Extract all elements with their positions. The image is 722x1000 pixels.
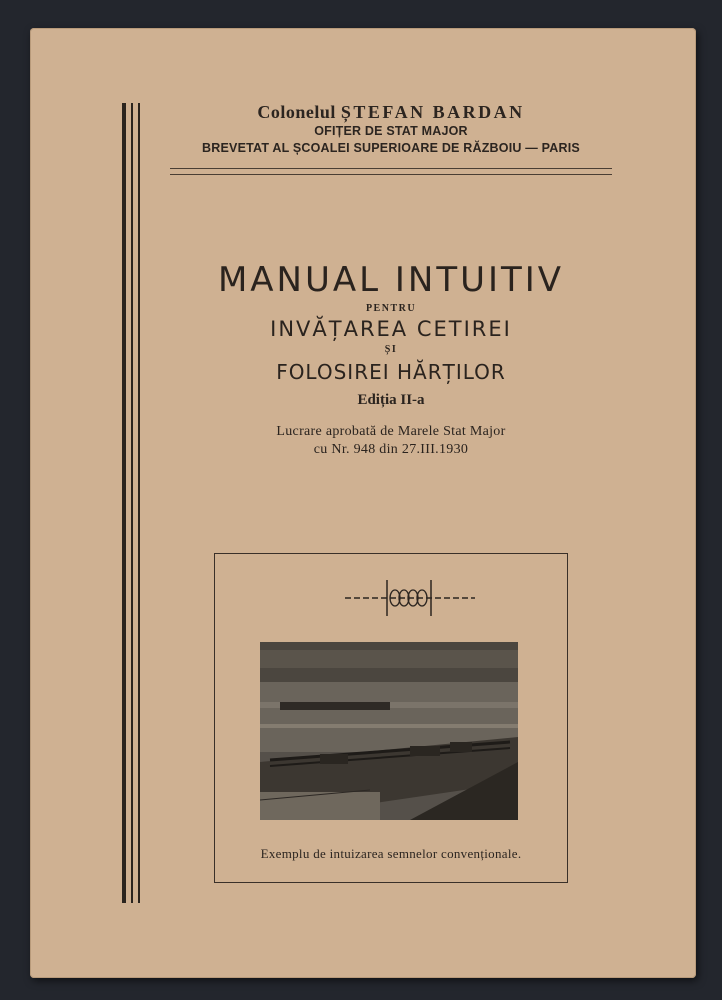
illustration-frame bbox=[214, 553, 568, 883]
edition-label: Ediția II-a bbox=[357, 392, 425, 408]
author-rank: Colonelul bbox=[257, 102, 336, 122]
vertical-rule-thick bbox=[122, 103, 126, 903]
pontoon-bridge-photo bbox=[260, 642, 518, 820]
subtitle-line2: FOLOSIREI HĂRȚILOR bbox=[276, 360, 506, 384]
header-divider bbox=[170, 168, 612, 175]
author-fullname: ȘTEFAN BARDAN bbox=[340, 102, 525, 122]
book-title: MANUAL INTUITIV bbox=[217, 260, 565, 300]
author-block bbox=[170, 102, 612, 157]
title-block bbox=[160, 258, 622, 459]
vertical-rule-thin bbox=[131, 103, 133, 903]
title-connector-pentru: PENTRU bbox=[365, 303, 417, 314]
approval-line2: cu Nr. 948 din 27.III.1930 bbox=[313, 442, 469, 457]
approval-line1: Lucrare aprobată de Marele Stat Major bbox=[276, 424, 506, 439]
author-title-line2: BREVETAT AL ȘCOALEI SUPERIOARE DE RĂZBOIU — PARIS bbox=[202, 141, 580, 155]
vertical-rule-thin bbox=[138, 103, 140, 903]
author-title-line1: OFIȚER DE STAT MAJOR bbox=[314, 124, 468, 138]
subtitle-line1: INVĂȚAREA CETIREI bbox=[270, 317, 512, 341]
author-name bbox=[170, 102, 612, 123]
illustration-caption: Exemplu de intuizarea semnelor convenționale. bbox=[260, 846, 522, 861]
title-connector-si: ȘI bbox=[384, 344, 398, 355]
bridge-conventional-sign-icon bbox=[345, 578, 475, 618]
book-cover bbox=[30, 28, 696, 978]
